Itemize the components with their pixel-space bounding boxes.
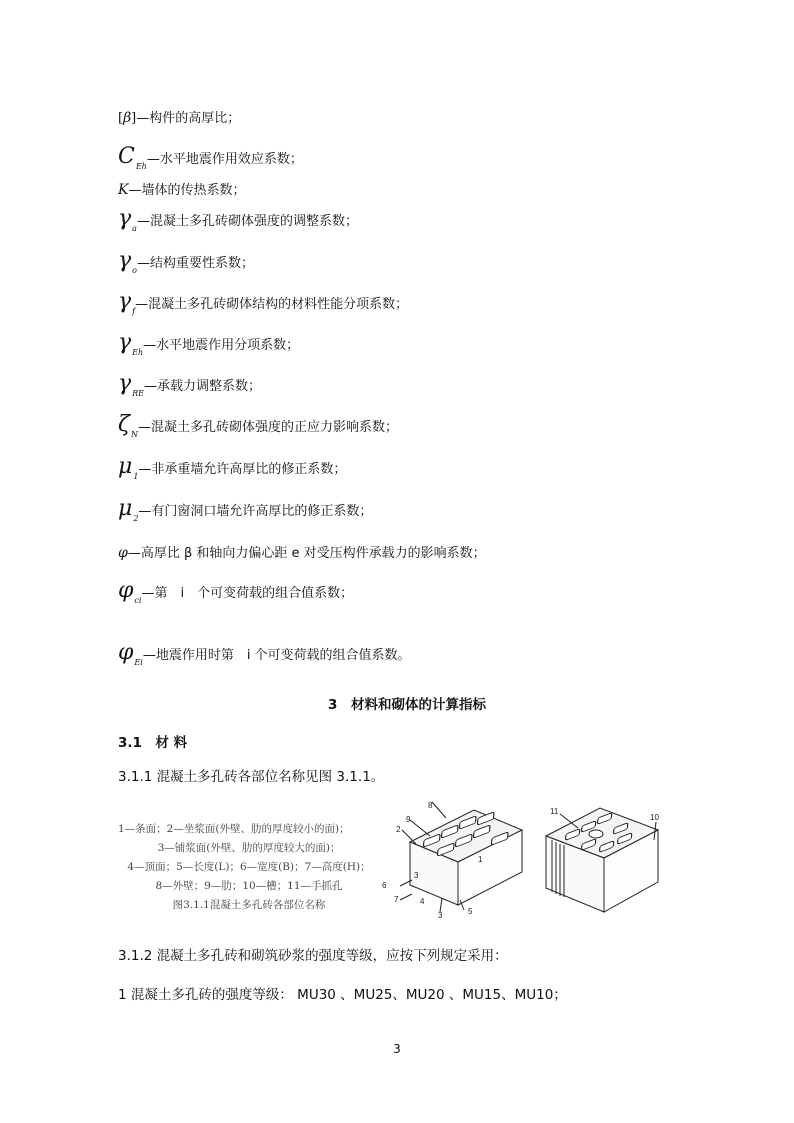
symbol-subscript: N — [130, 430, 138, 439]
symbol: γ — [118, 289, 132, 314]
symbol-bracket-close: ] — [131, 111, 137, 126]
symbol-row — [118, 248, 254, 280]
symbol: β — [123, 110, 132, 126]
symbol-row — [118, 330, 300, 362]
symbol-bracket-open: [ — [118, 111, 124, 126]
figure-title: 图3.1.1混凝土多孔砖各部位名称 — [172, 899, 326, 911]
symbol-desc: —水平地震作用分项系数； — [143, 338, 300, 353]
symbol-subscript: Eh — [132, 348, 144, 357]
figure-caption-line: 8—外壁；9—肋；10—槽；11—手抓孔 — [155, 880, 343, 892]
symbol-desc: —水平地震作用效应系数； — [146, 152, 303, 167]
symbol-desc: —构件的高厚比； — [136, 111, 241, 126]
part-label: 9 — [406, 815, 411, 824]
part-label: 4 — [420, 897, 425, 906]
symbol-row — [118, 109, 240, 128]
figure-caption-block — [118, 820, 380, 915]
part-label: 3 — [414, 871, 419, 880]
symbol-desc: —混凝土多孔砖砌体强度的正应力影响系数； — [137, 420, 398, 435]
symbol-row — [118, 454, 347, 486]
symbol-subscript: Eh — [135, 162, 147, 171]
figure-caption-line: 1—条面；2—坐浆面(外壁、肋的厚度较小的面)； — [118, 823, 350, 835]
part-label: 8 — [428, 801, 433, 810]
symbol-row — [118, 412, 398, 444]
symbol-row — [118, 144, 303, 176]
part-label: 5 — [468, 907, 473, 916]
symbol-subscript: 1 — [133, 472, 139, 481]
symbol-desc: —承载力调整系数； — [144, 379, 262, 394]
part-label: 3 — [438, 911, 443, 920]
symbol: φ — [118, 578, 134, 603]
symbol: γ — [118, 248, 132, 273]
symbol-row — [118, 496, 373, 528]
figure-caption-line: 4—顶面；5—长度(L)；6—宽度(B)；7—高度(H)； — [127, 861, 371, 873]
symbol: γ — [118, 371, 132, 396]
brick-diagram-front — [380, 800, 530, 920]
part-label: 6 — [382, 881, 387, 890]
part-label: 10 — [650, 813, 659, 822]
symbol-desc: —高厚比 β 和轴向力偏心距 e 对受压构件承载力的影响系数； — [127, 546, 486, 561]
figure-caption-line: 3—铺浆面(外壁、肋的厚度较大的面)； — [157, 842, 341, 854]
symbol-subscript: Ei — [134, 658, 143, 667]
paragraph-312: 3.1.2 混凝土多孔砖和砌筑砂浆的强度等级，应按下列规定采用： — [118, 948, 508, 964]
symbol-subscript: o — [132, 266, 137, 275]
symbol-desc: —结构重要性系数； — [136, 256, 254, 271]
symbol: μ — [118, 454, 133, 479]
symbol: C — [118, 144, 135, 169]
symbol-desc: —混凝土多孔砖砌体结构的材料性能分项系数； — [135, 297, 409, 312]
symbol: φ — [118, 640, 134, 665]
symbol-desc: —墙体的传热系数； — [128, 183, 246, 198]
symbol-row — [118, 371, 262, 403]
part-label: 1 — [478, 855, 483, 864]
brick-diagram-rear — [538, 800, 668, 918]
symbol-row — [118, 640, 411, 672]
paragraph-312-item-1: 1 混凝土多孔砖的强度等级： MU30 、MU25、MU20 、MU15、MU10； — [118, 987, 567, 1003]
section-title: 3.1 材 料 — [118, 735, 188, 751]
symbol-subscript: a — [132, 224, 137, 233]
symbol-desc: —地震作用时第 i 个可变荷载的组合值系数。 — [142, 648, 411, 663]
chapter-title: 3 材料和砌体的计算指标 — [328, 697, 486, 713]
paragraph-311: 3.1.1 混凝土多孔砖各部位名称见图 3.1.1。 — [118, 769, 385, 785]
symbol-subscript: 2 — [133, 514, 139, 523]
part-label: 11 — [550, 807, 559, 816]
symbol: μ — [118, 496, 133, 521]
part-label: 7 — [394, 895, 399, 904]
symbol: ζ — [118, 412, 130, 437]
part-label: 2 — [396, 825, 401, 834]
symbol-row — [118, 206, 358, 238]
symbol-desc: —混凝土多孔砖砌体强度的调整系数； — [136, 214, 358, 229]
symbol: K — [118, 182, 129, 198]
symbol-desc: —有门窗洞口墙允许高厚比的修正系数； — [138, 504, 373, 519]
symbol-subscript: ci — [134, 596, 142, 605]
symbol-subscript: RE — [132, 389, 145, 398]
symbol-desc: —第 i 个可变荷载的组合值系数； — [141, 586, 354, 601]
symbol-row — [118, 181, 245, 200]
symbol: φ — [118, 545, 128, 561]
symbol-subscript: f — [132, 307, 136, 316]
symbol-row — [118, 289, 409, 321]
symbol: γ — [118, 330, 132, 355]
symbol: γ — [118, 206, 132, 231]
symbol-row — [118, 544, 486, 563]
page-number: 3 — [393, 1042, 401, 1056]
symbol-row — [118, 578, 354, 610]
symbol-desc: —非承重墙允许高厚比的修正系数； — [138, 462, 347, 477]
